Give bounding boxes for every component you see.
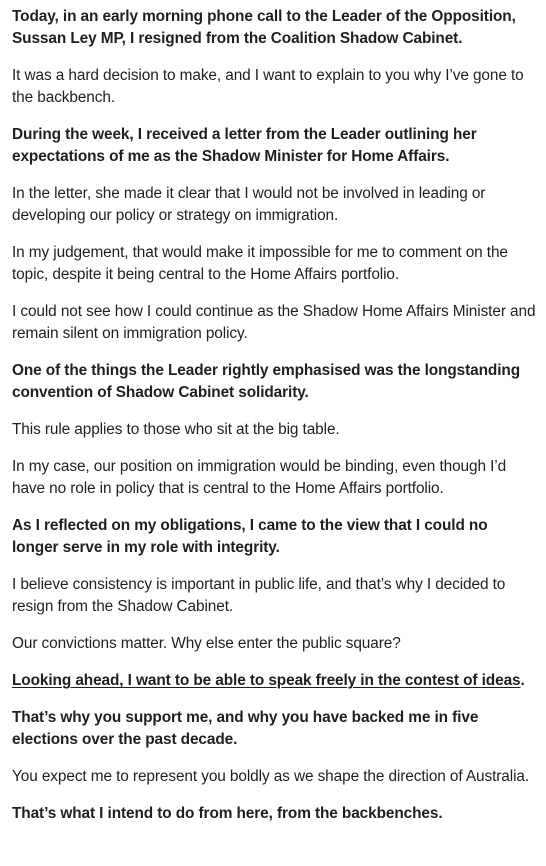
paragraph-hard-decision: It was a hard decision to make, and I want to explain to you why I’ve gone to the backbench. [12,67,524,106]
paragraph-resignation: Today, in an early morning phone call to the Leader of the Opposition, Sussan Ley MP, I resigned from the Coalition Shadow Cabinet. [12,8,516,47]
paragraph-judgement: In my judgement, that would make it impossible for me to comment on the topic, despite it being central to the Home Affairs portfolio. [12,244,508,283]
paragraph-solidarity: One of the things the Leader rightly emphasised was the longstanding convention of Shadow Cabinet solidarity. [12,362,520,401]
paragraph-integrity: As I reflected on my obligations, I came to the view that I could no longer serve in my role with integrity. [12,517,488,556]
paragraph-letter-content: In the letter, she made it clear that I would not be involved in leading or developing our policy or strategy on immigration. [12,185,486,224]
paragraph-looking-ahead [12,670,536,692]
paragraph-binding-position: In my case, our position on immigration would be binding, even though I’d have no role in policy that is central to the Home Affairs portfolio. [12,458,507,497]
paragraph-letter-received: During the week, I received a letter from the Leader outlining her expectations of me as the Shadow Minister for Home Affairs. [12,126,477,165]
paragraph-convictions: Our convictions matter. Why else enter the public square? [12,635,401,652]
looking-ahead-period: . [520,672,525,689]
paragraph-represent-boldly: You expect me to represent you boldly as we shape the direction of Australia. [12,768,530,785]
paragraph-support: That’s why you support me, and why you have backed me in five elections over the past decade. [12,709,479,748]
paragraph-consistency: I believe consistency is important in public life, and that’s why I decided to resign from the Shadow Cabinet. [12,576,506,615]
paragraph-rule-applies: This rule applies to those who sit at the big table. [12,421,340,438]
looking-ahead-underlined-text: Looking ahead, I want to be able to speak freely in the contest of ideas [12,672,521,689]
paragraph-could-not-continue: I could not see how I could continue as the Shadow Home Affairs Minister and remain silent on immigration policy. [12,303,536,342]
paragraph-backbenches: That’s what I intend to do from here, from the backbenches. [12,805,443,822]
